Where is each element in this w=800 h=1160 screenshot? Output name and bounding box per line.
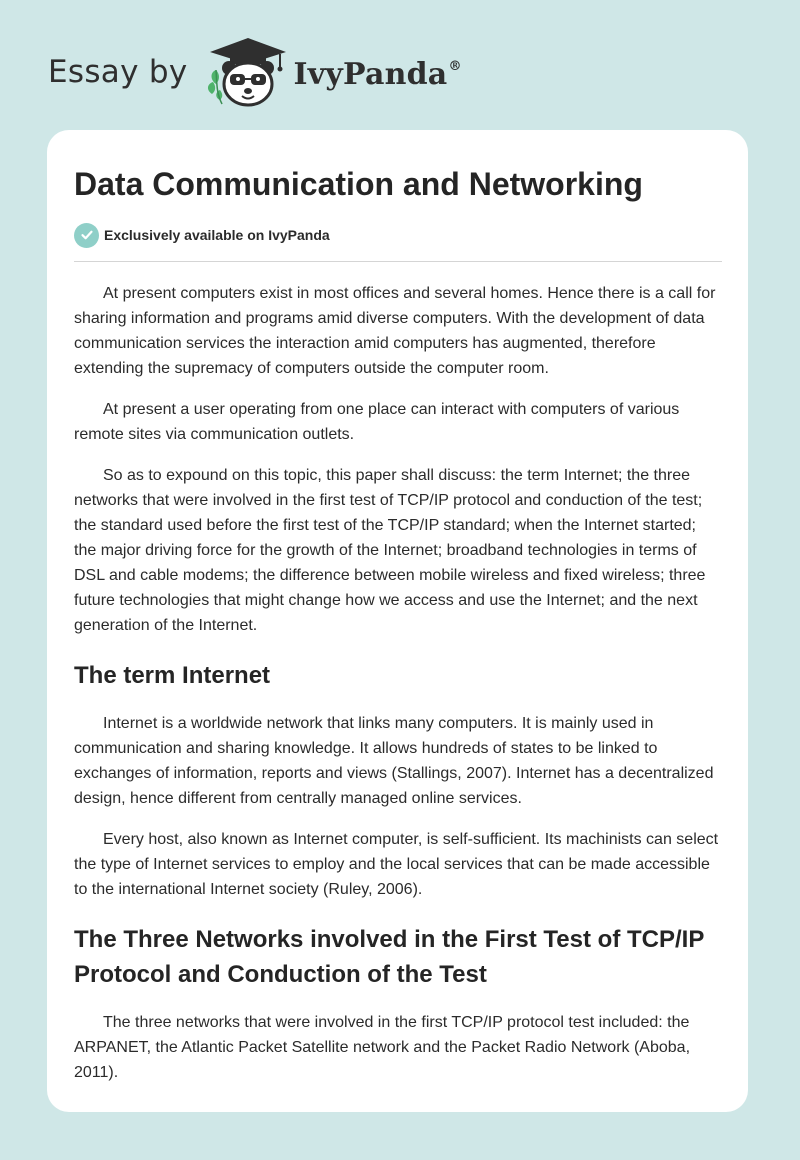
essay-card — [47, 130, 748, 1112]
section-paragraph: Internet is a worldwide network that links many computers. It is mainly used in communication and sharing knowledge. It allows hundreds of states to be linked to exchanges of information, reports and views (Stallings, 2007). Internet has a decentralized design, hence different from centrally managed online services. — [74, 715, 714, 807]
registered-mark: ® — [448, 58, 462, 74]
section-heading: The Three Networks involved in the First Test of TCP/IP Protocol and Conduction of the Test — [74, 926, 704, 988]
intro-paragraph: So as to expound on this topic, this paper shall discuss: the term Internet; the three networks that were involved in the first test of TCP/IP protocol and conduction of the test; the standard used before the first test of the TCP/IP standard; when the Internet started; the major driving force for the growth of the Internet; broadband technologies in terms of DSL and cable modems; the difference between mobile wireless and fixed wireless; three future technologies that might change how we access and use the Internet; and the next generation of the Internet. — [74, 467, 706, 634]
section-paragraph: The three networks that were involved in the first TCP/IP protocol test included: the ARPANET, the Atlantic Packet Satellite network and the Packet Radio Network (Aboba, 2011). — [74, 1014, 691, 1081]
intro-paragraph: At present computers exist in most offices and several homes. Hence there is a call for sharing information and programs amid diverse computers. With the development of data communication services the interaction amid computers has augmented, therefore extending the supremacy of computers outside the computer room. — [74, 285, 716, 377]
intro-paragraph: At present a user operating from one place can interact with computers of various remote sites via communication outlets. — [74, 401, 680, 443]
page-title: Data Communication and Networking — [74, 166, 643, 202]
exclusive-label: Exclusively available on IvyPanda — [104, 227, 330, 243]
panda-graduate-icon — [202, 34, 288, 110]
site-header — [48, 34, 462, 110]
exclusive-badge — [74, 222, 722, 248]
brand-text: IvyPanda — [293, 56, 448, 92]
ivypanda-logo[interactable] — [202, 34, 462, 110]
section-heading: The term Internet — [74, 662, 271, 689]
essay-by-label: Essay by — [48, 54, 188, 90]
section-paragraph: Every host, also known as Internet computer, is self-sufficient. Its machinists can select the type of Internet services to employ and the local services that can be made accessible to the international Internet society (Ruley, 2006). — [74, 831, 719, 898]
brand-name — [294, 57, 462, 92]
divider — [74, 261, 722, 262]
checkmark-icon — [74, 223, 99, 248]
